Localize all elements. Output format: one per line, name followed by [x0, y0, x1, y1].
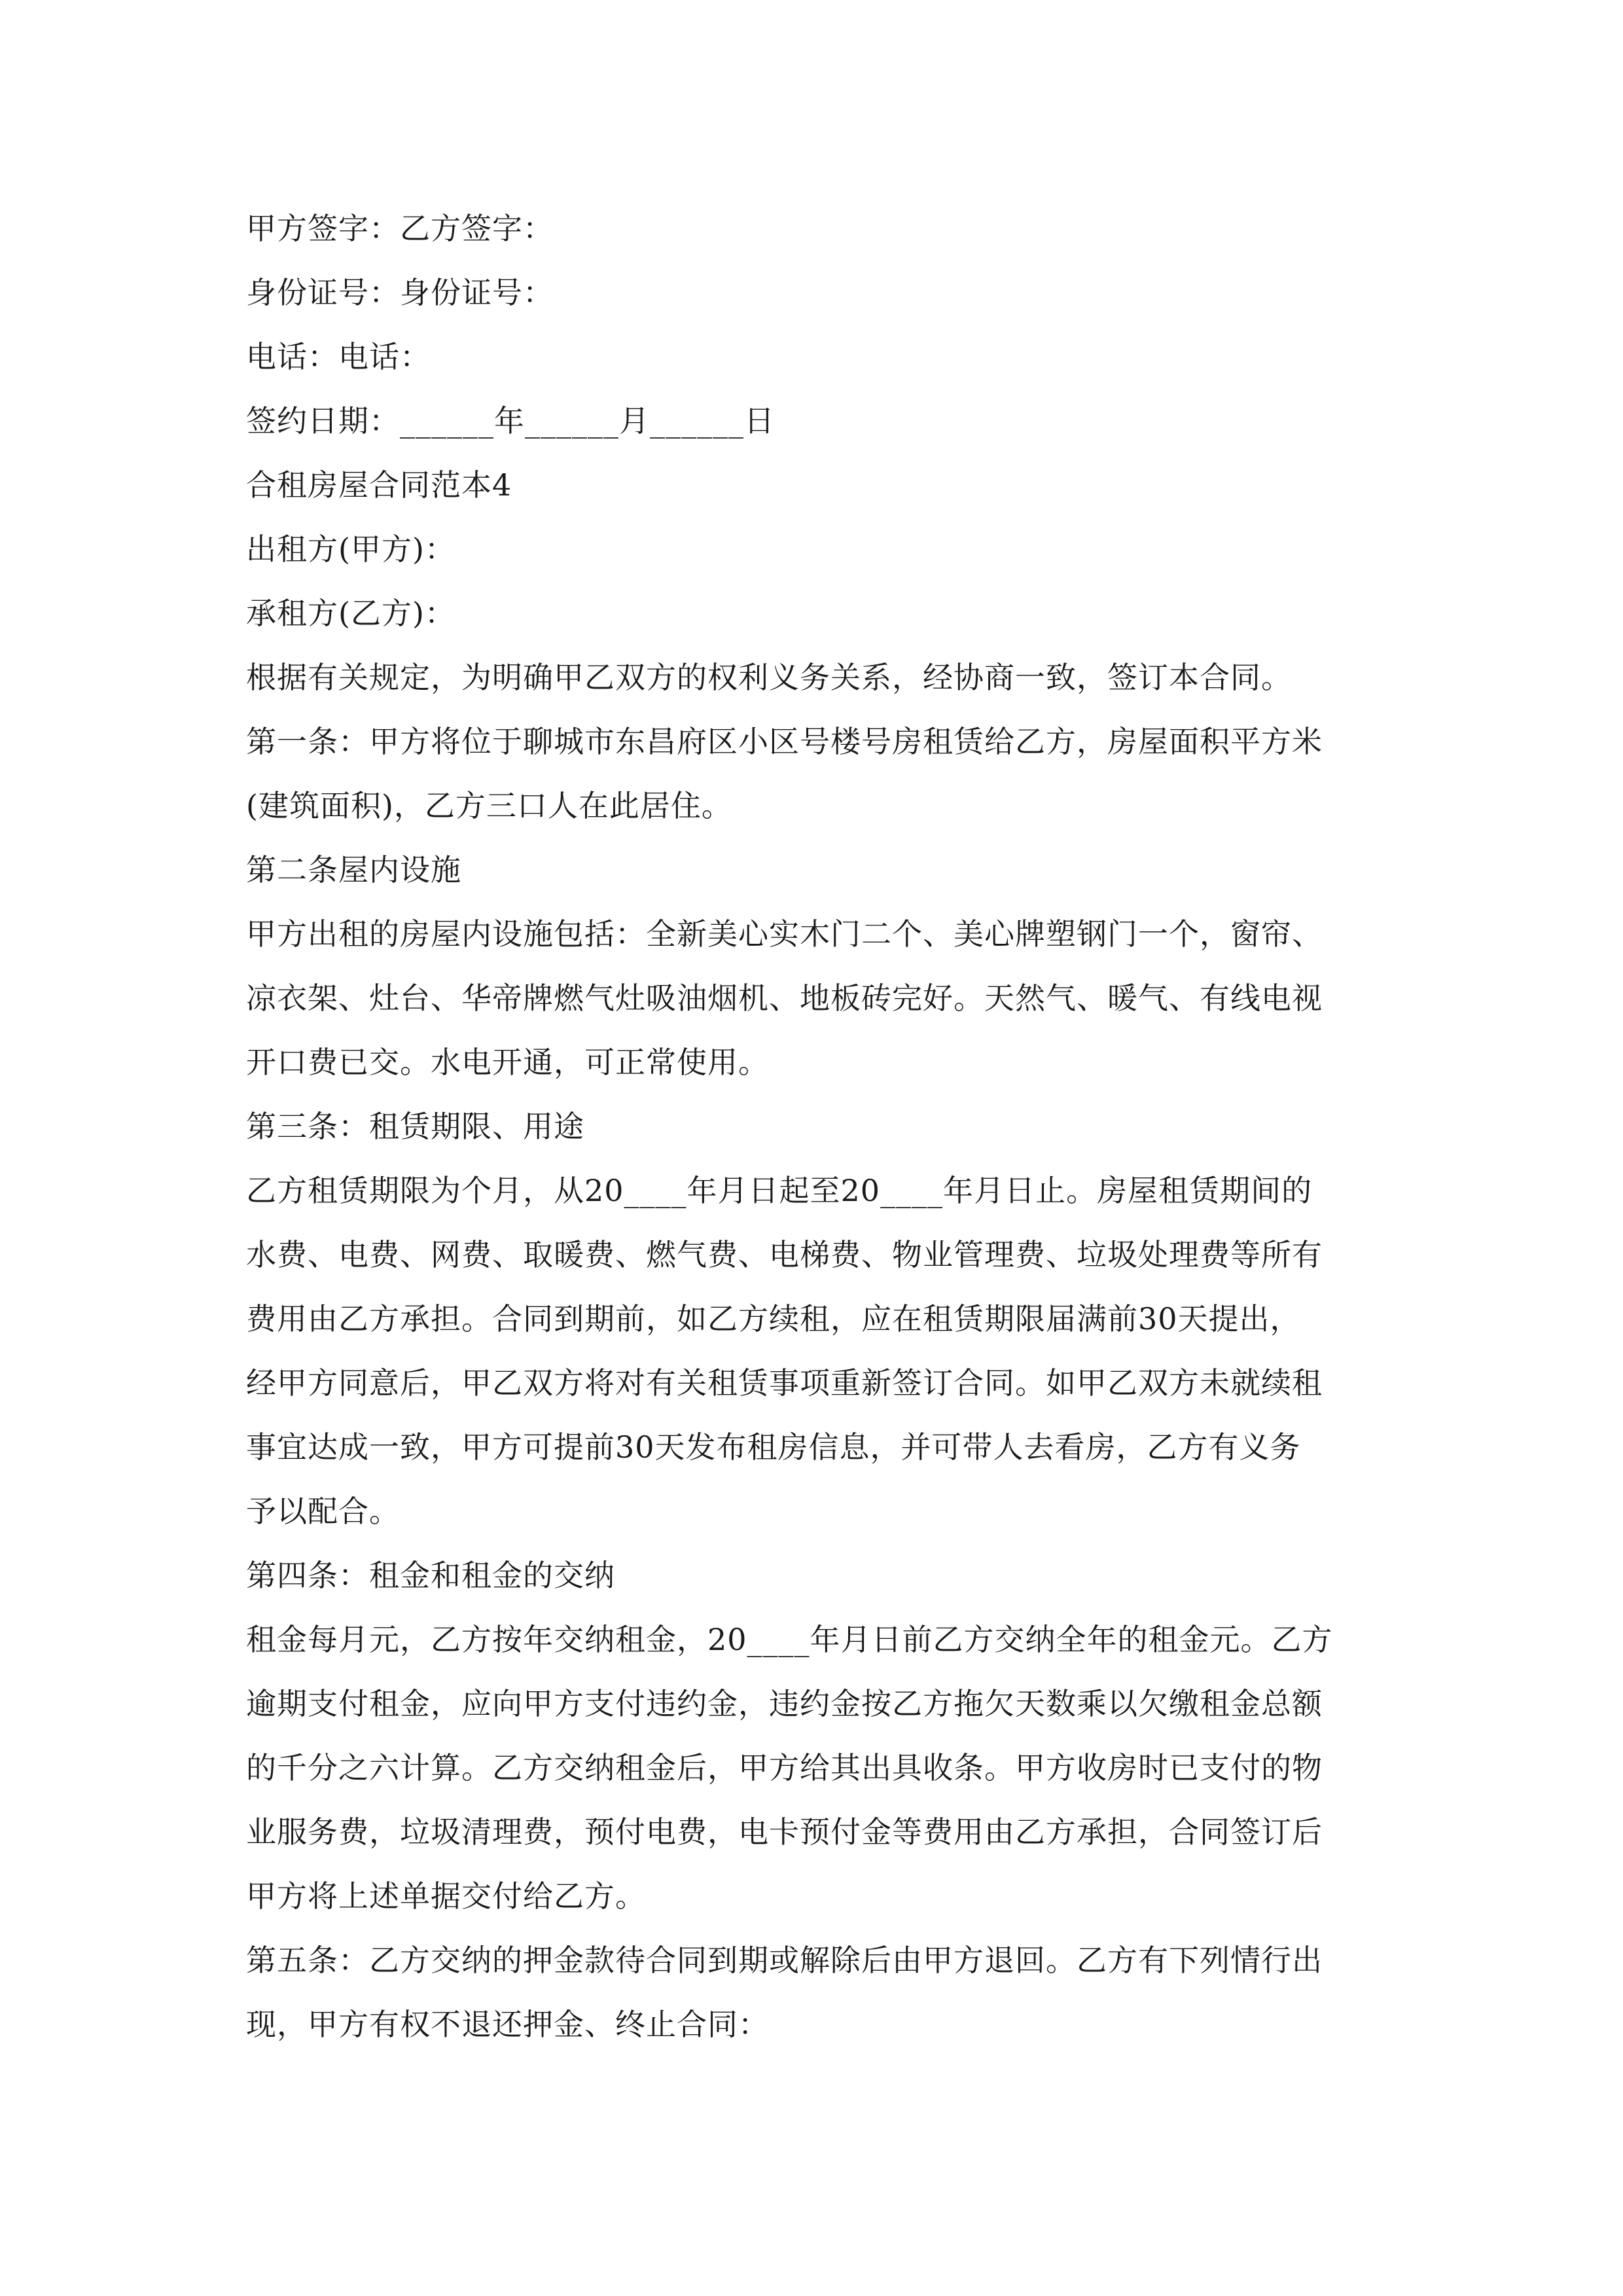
- article-4-line-3: 的千分之六计算。乙方交纳租金后，甲方给其出具收条。甲方收房时已支付的物: [246, 1750, 1323, 1785]
- article-4-line-4: 业服务费，垃圾清理费，预付电费，电卡预付金等费用由乙方承担，合同签订后: [246, 1814, 1323, 1850]
- article-5-line-2: 现，甲方有权不退还押金、终止合同：: [246, 2007, 769, 2042]
- article-3-line-3: 费用由乙方承担。合同到期前，如乙方续租，应在租赁期限届满前30天提出，: [246, 1301, 1301, 1336]
- article-3-line-4: 经甲方同意后，甲乙双方将对有关租赁事项重新签订合同。如甲乙双方未就续租: [246, 1365, 1323, 1401]
- article-3-line-1: 乙方租赁期限为个月，从20____年月日起至20____年月日止。房屋租赁期间的: [246, 1173, 1313, 1208]
- contract-title: 合租房屋合同范本4: [246, 467, 512, 503]
- article-3-line-5: 事宜达成一致，甲方可提前30天发布租房信息，并可带人去看房，乙方有义务: [246, 1429, 1301, 1465]
- article-2-line-3: 开口费已交。水电开通，可正常使用。: [246, 1045, 769, 1080]
- article-4-line-5: 甲方将上述单据交付给乙方。: [246, 1878, 646, 1914]
- phone-line: 电话：电话：: [246, 339, 431, 374]
- article-1-line-1: 第一条：甲方将位于聊城市东昌府区小区号楼号房租赁给乙方，房屋面积平方米: [246, 724, 1323, 759]
- article-2-heading: 第二条屋内设施: [246, 852, 461, 888]
- article-4-line-2: 逾期支付租金，应向甲方支付违约金，违约金按乙方拖欠天数乘以欠缴租金总额: [246, 1686, 1323, 1721]
- document-body: [246, 196, 1385, 2056]
- article-3-heading: 第三条：租赁期限、用途: [246, 1109, 584, 1144]
- lessee-line: 承租方(乙方)：: [246, 596, 455, 631]
- signing-date-line: 签约日期：______年______月______日: [246, 403, 775, 439]
- article-2-line-1: 甲方出租的房屋内设施包括：全新美心实木门二个、美心牌塑钢门一个，窗帘、: [246, 916, 1323, 952]
- article-4-heading: 第四条：租金和租金的交纳: [246, 1558, 615, 1593]
- article-3-line-2: 水费、电费、网费、取暖费、燃气费、电梯费、物业管理费、垃圾处理费等所有: [246, 1237, 1323, 1272]
- article-5-line-1: 第五条：乙方交纳的押金款待合同到期或解除后由甲方退回。乙方有下列情行出: [246, 1943, 1323, 1978]
- signature-line: 甲方签字：乙方签字：: [246, 211, 554, 246]
- article-1-line-2: (建筑面积)，乙方三口人在此居住。: [246, 788, 732, 823]
- article-4-line-1: 租金每月元，乙方按年交纳租金，20____年月日前乙方交纳全年的租金元。乙方: [246, 1622, 1333, 1657]
- lessor-line: 出租方(甲方)：: [246, 531, 455, 567]
- id-number-line: 身份证号：身份证号：: [246, 275, 554, 310]
- article-2-line-2: 凉衣架、灶台、华帝牌燃气灶吸油烟机、地板砖完好。天然气、暖气、有线电视: [246, 980, 1323, 1016]
- article-3-line-6: 予以配合。: [246, 1494, 400, 1529]
- preamble-line: 根据有关规定，为明确甲乙双方的权利义务关系，经协商一致，签订本合同。: [246, 660, 1292, 695]
